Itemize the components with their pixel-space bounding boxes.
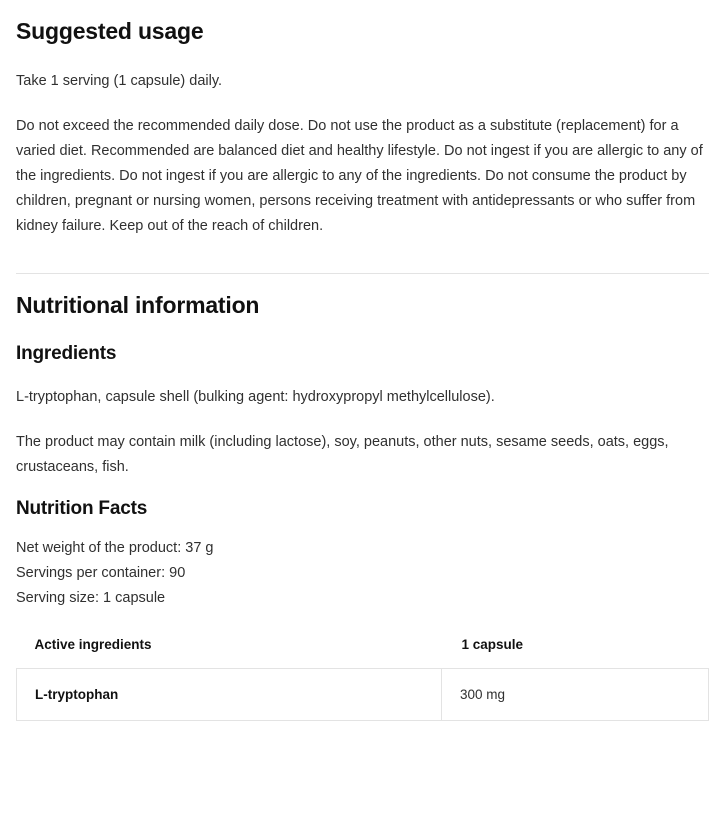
table-header (17, 631, 709, 669)
servings-per-container-line: Servings per container: 90 (16, 565, 186, 581)
spacer (16, 319, 709, 343)
ingredients-list-text: L-tryptophan, capsule shell (bulking agent: hydroxypropyl methylcellulose). (16, 389, 495, 405)
ingredients-heading: Ingredients (16, 343, 117, 364)
spacer (16, 45, 709, 69)
allergen-warning-text: The product may contain milk (including lactose), soy, peanuts, other nuts, sesame seeds, oats, eggs, crustaceans, fish. (16, 434, 669, 475)
table-header-row (17, 631, 709, 669)
table-row (17, 669, 709, 721)
section-divider (16, 273, 709, 274)
nutrition-facts-summary (16, 536, 709, 611)
serving-instruction-text: Take 1 serving (1 capsule) daily. (16, 73, 223, 89)
spacer (16, 520, 709, 536)
net-weight-line: Net weight of the product: 37 g (16, 540, 214, 556)
column-header-active-ingredients: Active ingredients (34, 637, 152, 652)
spacer (16, 480, 709, 498)
nutrition-facts-heading: Nutrition Facts (16, 498, 148, 519)
suggested-usage-heading: Suggested usage (16, 18, 204, 44)
nutritional-information-heading: Nutritional information (16, 292, 260, 318)
spacer (16, 94, 709, 114)
usage-warning-text: Do not exceed the recommended daily dose. Do not use the product as a substitute (replacement) for a varied diet. Recommended are balanced diet and healthy lifestyle. Do not ingest if you are allergic to any of the ingredients. Do not ingest if you are allergic to any of the ingredients. Do not consume the product by children, pregnant or nursing women, persons receiving treatment with antidepressants or who suffer from kidney failure. Keep out of the reach of children. (16, 118, 703, 234)
spacer (16, 365, 709, 385)
cell-ingredient-name: L-tryptophan (17, 669, 442, 721)
serving-size-line: Serving size: 1 capsule (16, 590, 166, 606)
nutrition-facts-table (16, 631, 709, 721)
cell-ingredient-amount: 300 mg (442, 669, 709, 721)
table-body (17, 669, 709, 721)
document-page (0, 18, 725, 721)
column-header-serving: 1 capsule (461, 637, 524, 652)
spacer (16, 410, 709, 430)
